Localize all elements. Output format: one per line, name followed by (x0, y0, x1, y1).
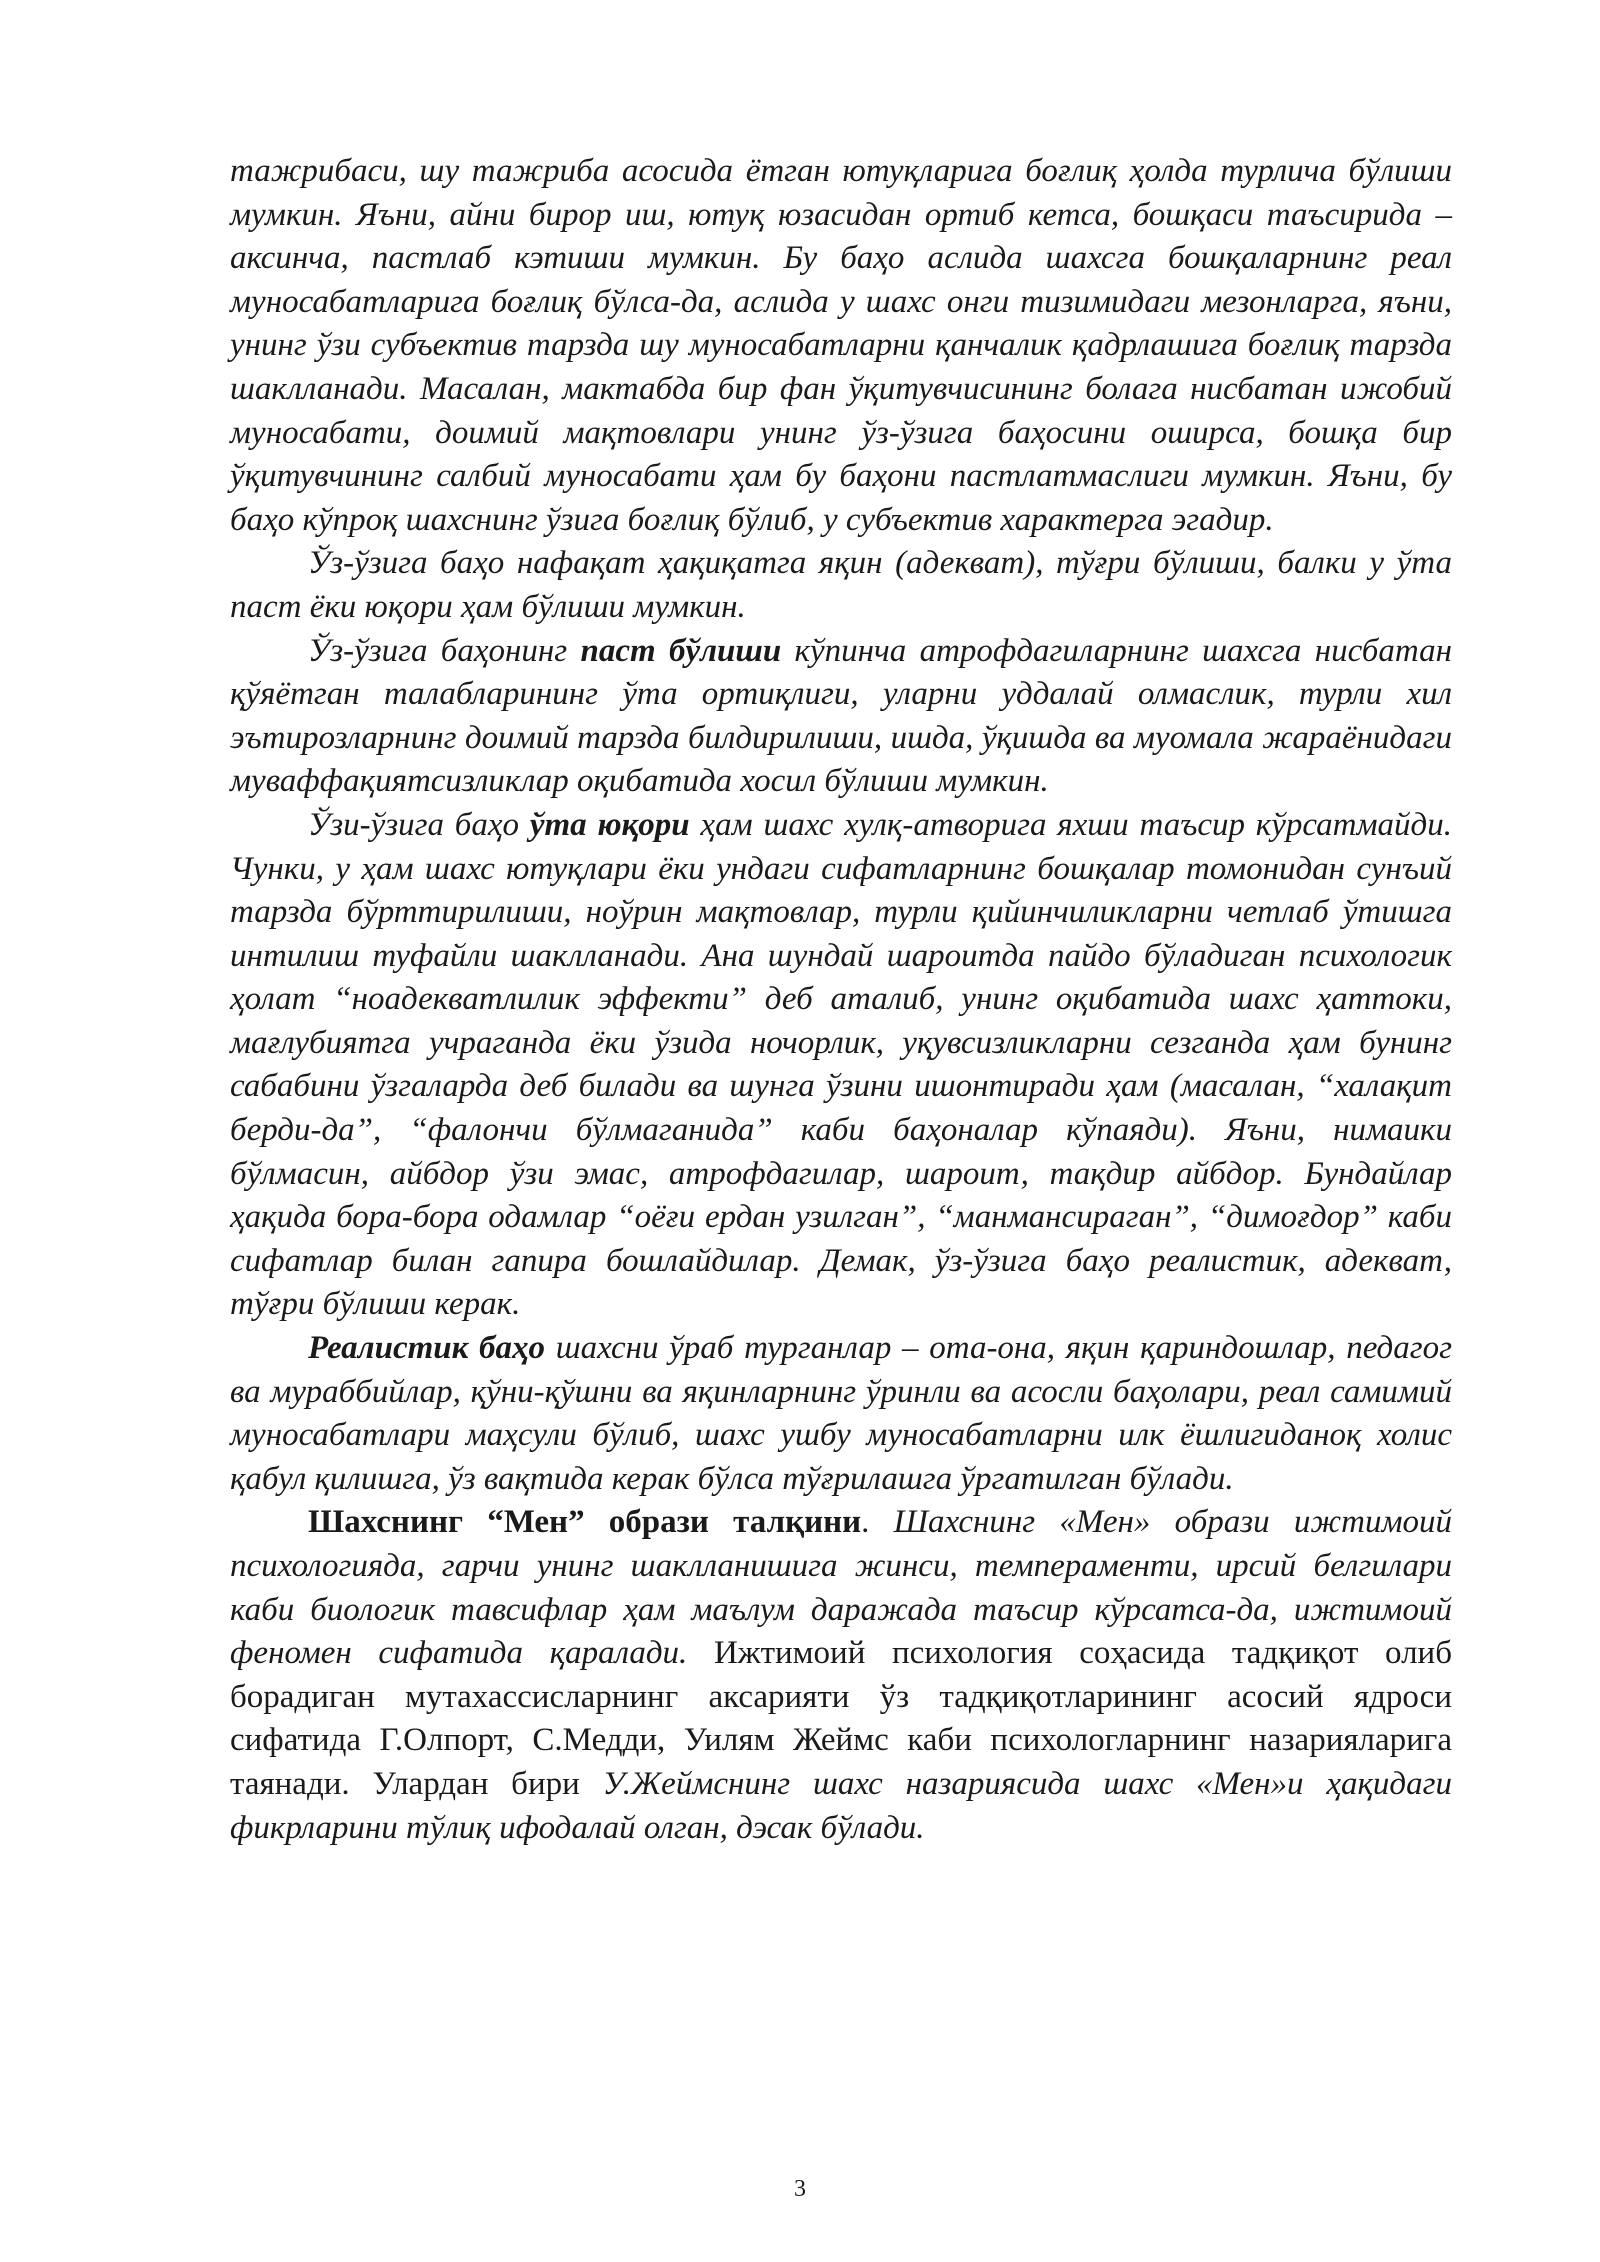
term-high-self-esteem: ўта юқори (529, 806, 690, 843)
paragraph-4-body: ҳам шахс хулқ-атворига яхши таъсир кўрсатмайди. Чунки, у ҳам шахс ютуқлари ёки ундаги сифатларнинг бошқалар томонидан сунъий тарзда бўрттирилиши, ноўрин мақтовлар, турли қийинчиликларни четлаб ўтишга интилиш туфайли шаклланади. Ана шундай шароитда пайдо бўладиган психологик ҳолат “ноадекватлилик эффекти” деб аталиб, унинг оқибатида шахс ҳаттоки, мағлубиятга учраганда ёки ўзида ночорлик, уқувсизликларни сезганда ҳам бунинг сабабини ўзгаларда деб билади ва шунга ўзини ишонтиради ҳам (масалан, “халақит берди-да”, “фалончи бўлмаганида” каби баҳоналар кўпаяди). Яъни, нимаики бўлмасин, айбдор ўзи эмас, атрофдагилар, шароит, тақдир айбдор. Бундайлар ҳақида бора-бора одамлар “оёғи ердан узилган”, “манмансираган”, “димоғдор” каби сифатлар билан гапира бошлайдилар. Демак, ўз-ўзига баҳо реалистик, адекват, тўғри бўлиши керак. (230, 806, 1452, 1323)
paragraph-6-italic-part: Шахснинг «Мен» образи ижтимоий психологияда, гарчи унинг шаклланишига жинси, темпераменти, ирсий белгилари каби биологик тавсифлар ҳам маълум даражада таъсир кўрсатса-да, ижтимоий феномен сифатида қаралади. (230, 1504, 1452, 1672)
paragraph-2: Ўз-ўзига баҳо нафақат ҳақиқатга яқин (адекват), тўғри бўлиши, балки у ўта паст ёки юқори ҳам бўлиши мумкин. (230, 545, 1452, 625)
paragraph-6 (230, 1501, 1452, 1850)
paragraph-6-normal-part: Ижтимоий психология соҳасида тадқиқот олиб борадиган мутахассисларнинг аксарияти ўз тадқиқотларининг асосий ядроси сифатида Г.Олпорт, С.Медди, Уилям Жеймс каби психологларнинг назарияларига таянади. Улардан бири (230, 1635, 1452, 1802)
paragraph-3 (230, 630, 1452, 804)
paragraph-1: тажрибаси, шу тажриба асосида ётган ютуқларига боғлиқ ҳолда турлича бўлиши мумкин. Яъни, айни бирор иш, ютуқ юзасидан ортиб кетса, бошқаси таъсирида – аксинча, пастлаб кэтиши мумкин. Бу баҳо аслида шахсга бошқаларнинг реал муносабатларига боғлиқ бўлса-да, аслида у шахс онги тизимидаги мезонларга, яъни, унинг ўзи субъектив тарзда шу муносабатларни қанчалик қадрлашига боғлиқ тарзда шаклланади. Масалан, мактабда бир фан ўқитувчисининг болага нисбатан ижобий муносабати, доимий мақтовлари унинг ўз-ўзига баҳосини оширса, бошқа бир ўқитувчининг салбий муносабати ҳам бу баҳони пастлатмаслиги мумкин. Яъни, бу баҳо кўпроқ шахснинг ўзига боғлиқ бўлиб, у субъектив характерга эгадир. (230, 153, 1452, 538)
heading-punctuation: . (861, 1504, 894, 1541)
paragraph-5-body: шахсни ўраб турганлар – ота-она, яқин қариндошлар, педагог ва мураббийлар, қўни-қўшни ва яқинларнинг ўринли ва асосли баҳолари, реал самимий муносабатлари маҳсули бўлиб, шахс ушбу муносабатларни илк ёшлигиданоқ холис қабул қилишга, ўз вақтида керак бўлса тўғрилашга ўргатилган бўлади. (230, 1330, 1452, 1497)
paragraph-4-lead: Ўзи-ўзига баҳо (308, 806, 530, 843)
term-realistic-assessment: Реалистик баҳо (308, 1330, 546, 1367)
paragraph-3-lead: Ўз-ўзига баҳонинг (308, 632, 581, 669)
paragraph-4 (230, 804, 1452, 1327)
document-page (230, 150, 1452, 1850)
paragraph-5 (230, 1327, 1452, 1501)
section-heading: Шахснинг “Мен” образи талқини (308, 1504, 862, 1541)
term-low-self-esteem: паст бўлиши (580, 632, 782, 669)
page-number: 3 (794, 2176, 806, 2202)
paragraph-3-body: кўпинча атрофдагиларнинг шахсга нисбатан қўяётган талабларининг ўта ортиқлиги, уларни уддалай олмаслик, турли хил эътирозларнинг доимий тарзда билдирилиши, ишда, ўқишда ва муомала жараёнидаги муваффақиятсизликлар оқибатида хосил бўлиши мумкин. (230, 632, 1453, 800)
paragraph-6-italic-end: У.Жеймснинг шахс назариясида шахс «Мен»и ҳақидаги фикрларини тўлиқ ифодалай олган, дэсак бўлади. (230, 1765, 1453, 1846)
